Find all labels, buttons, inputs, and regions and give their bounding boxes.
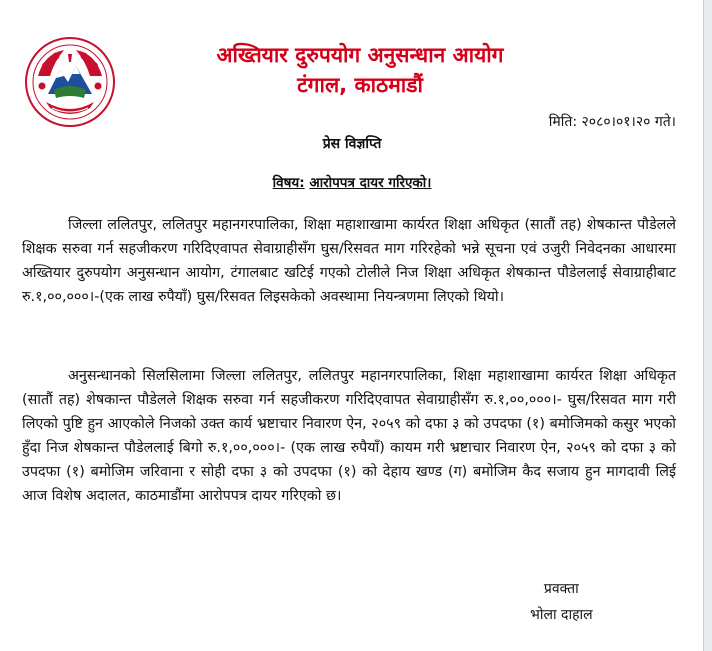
signature-block: [530, 576, 593, 628]
date-line: मिति: २०८०।०१।२० गते।: [548, 114, 676, 130]
subject-line: [0, 173, 704, 191]
viewer-scrollbar[interactable]: [703, 0, 712, 651]
body-paragraph-1: जिल्ला ललितपुर, ललितपुर महानगरपालिका, शिक्षा महाशाखामा कार्यरत शिक्षा अधिकृत (सातौं तह) शेषकान्त पौडेलले शिक्षक सरुवा गर्न सहजीकरण गरिदिएवापत सेवाग्राहीसँग घुस/रिसवत माग गरिरहेको भन्ने सूचना एवं उजुरी निवेदनका आधारमा अख्तियार दुरुपयोग अनुसन्धान आयोग, टंगालबाट खटिई गएको टोलीले निज शिक्षा अधिकृत शेषकान्त पौडेललाई सेवाग्राहीबाट रु.१,००,०००।-(एक लाख रुपैयाँ) घुस/रिसवत लिइसकेको अवस्थामा नियन्त्रणमा लिएको थियो।: [22, 217, 676, 305]
signature-name: भोला दाहाल: [530, 607, 593, 623]
nepal-emblem-logo: [24, 36, 116, 128]
organization-header: [140, 40, 580, 100]
body-paragraph-2: अनुसन्धानको सिलसिलामा जिल्ला ललितपुर, ललितपुर महानगरपालिका, शिक्षा महाशाखामा कार्यरत शिक्षा अधिकृत (सातौं तह) शेषकान्त पौडेलले शिक्षक सरुवा गर्न सहजीकरण गरिदिएवापत सेवाग्राहीसँग रु.१,००,०००।- घुस/रिसवत माग गरी लिएको पुष्टि हुन आएकोले निजको उक्त कार्य भ्रष्टाचार निवारण ऐन, २०५९ को दफा ३ को उपदफा (१) बमोजिमको कसुर भएको हुँदा निज शेषकान्त पौडेललाई बिगो रु.१,००,०००।- (एक लाख रुपैयाँ) कायम गरी भ्रष्टाचार निवारण ऐन, २०५९ को दफा ३ को उपदफा (१) बमोजिम जरिवाना र सोही दफा ३ को उपदफा (१) को देहाय खण्ड (ग) बमोजिम कैद सजाय हुन मागदावी लिई आज विशेष अदालत, काठमाडौंमा आरोपपत्र दायर गरिएको छ।: [22, 368, 676, 504]
subject-text: आरोपपत्र दायर गरिएको।: [309, 175, 432, 191]
signature-role: प्रवक्ता: [543, 581, 579, 597]
organization-name: अख्तियार दुरुपयोग अनुसन्धान आयोग: [216, 43, 504, 67]
organization-location: टंगाल, काठमाडौं: [297, 73, 423, 97]
notice-title: प्रेस विज्ञप्ति: [322, 136, 382, 152]
subject-label: विषय:: [272, 175, 305, 191]
